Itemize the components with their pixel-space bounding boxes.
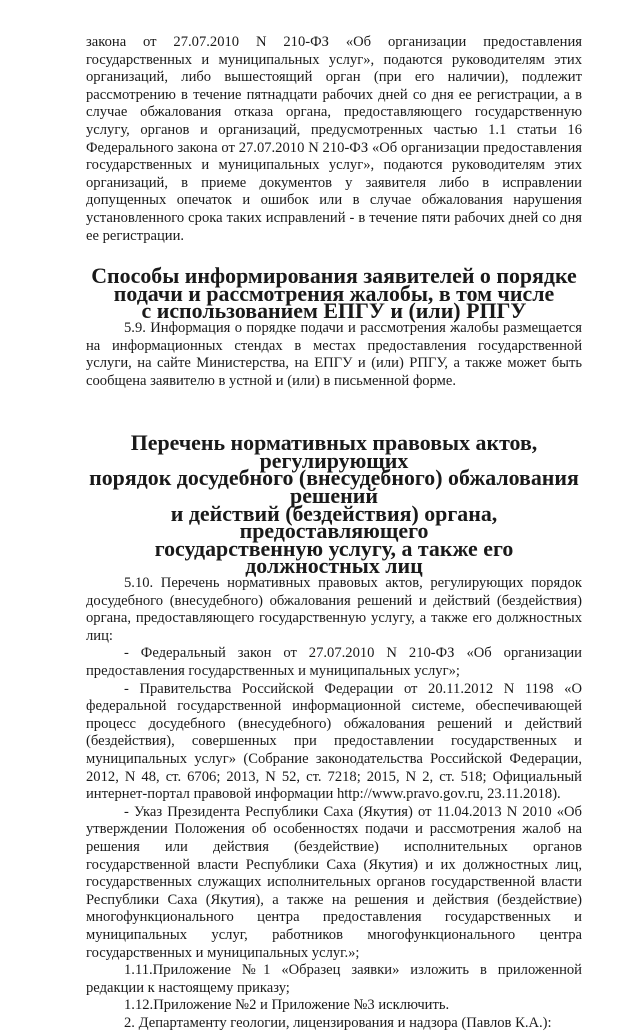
- list-item-government-decree: - Правительства Российской Федерации от 20.11.2012 N 1198 «О федеральной государственной информационной системе, обеспечивающей процесс досудебного (внесудебного) обжалования решений и действий (бездействия), совершенных при предоставлении государственных и муниципальных услуг» (Собрание законодательства Российской Федерации, 2012, N 48, ст. 6706; 2013, N 52, ст. 7218; 2015, N 2, ст. 518; Официальный интернет-портал правовой информации http://www.pravo.gov.ru, 23.11.2018).: [86, 680, 582, 803]
- heading-line: подачи и рассмотрения жалобы, в том числе: [113, 280, 555, 306]
- heading-line: и действий (бездействия) органа, предоставляющего: [170, 500, 498, 544]
- paragraph-1-11: 1.11.Приложение №1 «Образец заявки» изложить в приложенной редакции к настоящему приказу;: [86, 962, 582, 996]
- paragraph-2: 2. Департаменту геологии, лицензирования и надзора (Павлов К.А.):: [124, 1014, 552, 1031]
- paragraph-5-9: 5.9. Информация о порядке подачи и рассмотрения жалобы размещается на информационных стендах в местах предоставления государственной услуги, на сайте Министерства, на ЕПГУ и (или) РПГУ, а также может быть сообщена заявителю в устной и (или) в письменной форме.: [86, 319, 582, 389]
- heading-line: порядок досудебного (внесудебного) обжалования решений: [89, 465, 579, 509]
- intro-paragraph: закона от 27.07.2010 N 210-ФЗ «Об организации предоставления государственных и муниципальных услуг», подаются руководителям этих организаций, либо вышестоящий орган (при его наличии), подлежит рассмотрению в течение пятнадцати рабочих дней со дня ее регистрации, а в случае обжалования отказа органа, предоставляющего государственную услугу, органов и организаций, предусмотренных частью 1.1 статьи 16 Федерального закона от 27.07.2010 N 210-ФЗ «Об организации предоставления государственных и муниципальных услуг», подаются руководителям этих организаций, в приеме документов у заявителя либо в исправлении допущенных опечаток и ошибок или в случае обжалования нарушения установленного срока таких исправлений - в течение пяти рабочих дней со дня ее регистрации.: [86, 34, 582, 244]
- heading-line: с использованием ЕПГУ и (или) РПГУ: [141, 298, 527, 324]
- section-heading-informing: [86, 263, 582, 324]
- paragraph-1-12: 1.12.Приложение №2 и Приложение №3 исключить.: [124, 997, 450, 1014]
- spacer: [86, 390, 582, 434]
- paragraph-5-10: 5.10. Перечень нормативных правовых актов, регулирующих порядок досудебного (внесудебного) обжалования решений и действий (бездействия) органа, предоставляющего государственную услугу, а также его должностных лиц:: [86, 575, 582, 644]
- heading-line: Перечень нормативных правовых актов, регулирующих: [130, 430, 538, 473]
- list-item-president-decree: - Указ Президента Республики Саха (Якутия) от 11.04.2013 N 2010 «Об утверждении Положения об особенностях подачи и рассмотрения жалоб на решения или действия (бездействие) исполнительных органов государственной власти Республики Саха (Якутия) и их должностных лиц, государственных служащих исполнительных органов государственной власти Республики Саха (Якутия), а также на решения и действия (бездействие) многофункционального центра предоставления государственных и муниципальных услуг, работников многофункционального центра государственных и муниципальных услуг.»;: [86, 803, 582, 961]
- heading-line: Способы информирования заявителей о порядке: [91, 263, 577, 289]
- list-item-federal-law: - Федеральный закон от 27.07.2010 N 210-ФЗ «Об организации предоставления государственных и муниципальных услуг»;: [86, 645, 582, 679]
- section-heading-legal-acts: [86, 430, 582, 579]
- heading-line: государственную услугу, а также его должностных лиц: [154, 535, 514, 579]
